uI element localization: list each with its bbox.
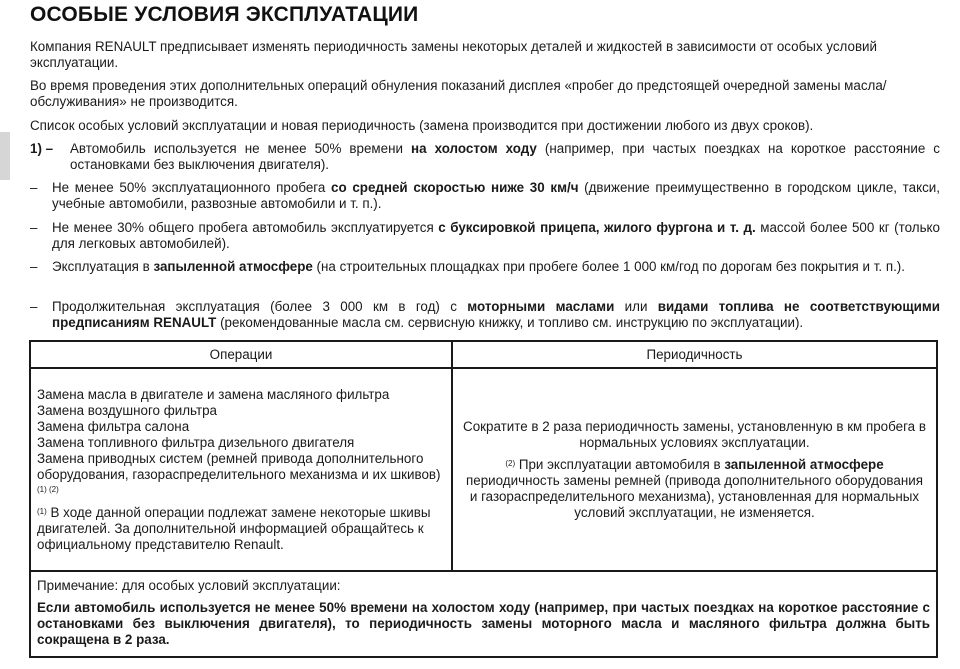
operation-item: Замена топливного фильтра дизельного двигателя bbox=[37, 434, 355, 450]
condition-bold-text: запыленной атмосфере bbox=[153, 259, 313, 274]
note-cell bbox=[30, 571, 937, 657]
header-operations: Операции bbox=[30, 341, 452, 368]
condition-run: Продолжительная эксплуатация (более 3 000 км в год) с bbox=[52, 299, 468, 314]
footnote-text: В ходе данной операции подлежат замене некоторые шкивы двигателей. За дополнительной информацией обращайтесь к официальному представителю Renault. bbox=[37, 504, 431, 552]
condition-run: Не менее 50% эксплуатационного пробега bbox=[52, 180, 332, 195]
footnote-text: При эксплуатации автомобиля в bbox=[515, 456, 725, 472]
footnote-marker: (2) bbox=[505, 458, 516, 468]
periodicity-cell bbox=[452, 368, 937, 571]
condition-run: или bbox=[614, 299, 658, 314]
footnote-1 bbox=[37, 505, 447, 553]
condition-run: Автомобиль используется не менее 50% времени bbox=[70, 141, 411, 156]
condition-run: (рекомендованные масла см. сервисную книжку, и топливо см. инструкцию по эксплуатации). bbox=[216, 315, 804, 330]
operations-table bbox=[29, 340, 938, 658]
condition-text bbox=[52, 180, 940, 212]
list-marker: 1) – bbox=[30, 141, 54, 156]
condition-run: (движение преимущественно в городском цикле, такси, учебные автомобили, развозные автомобили и т. п.). bbox=[52, 180, 940, 211]
list-marker: – bbox=[30, 299, 38, 314]
page-edge-tab bbox=[0, 132, 10, 180]
footnote-text: периодичность замены ремней (привода дополнительного оборудования и газораспределительного механизма), установленная для нормальных условий эксплуатации, не изменяется. bbox=[466, 472, 923, 520]
condition-run: Не менее 30% общего пробега автомобиль эксплуатируется bbox=[52, 220, 439, 235]
operation-item bbox=[37, 451, 447, 499]
table-row bbox=[30, 368, 937, 571]
list-marker: – bbox=[30, 220, 38, 235]
footnote-bold: запыленной атмосфере bbox=[724, 456, 884, 472]
condition-text bbox=[52, 299, 940, 331]
list-marker: – bbox=[30, 259, 38, 274]
operation-item: Замена воздушного фильтра bbox=[37, 402, 217, 418]
note-label: Примечание: для особых условий эксплуатации: bbox=[37, 578, 341, 593]
operation-item: Замена масла в двигателе и замена масляного фильтра bbox=[37, 386, 390, 402]
list-marker: – bbox=[30, 180, 38, 195]
table-note-row bbox=[30, 571, 937, 657]
operations-cell bbox=[30, 368, 452, 571]
condition-bold-text: со средней скоростью ниже 30 км/ч bbox=[331, 180, 579, 195]
intro-paragraph: Компания RENAULT предписывает изменять периодичность замены некоторых деталей и жидкостей в зависимости от особых условий эксплуатации. bbox=[30, 39, 878, 70]
condition-text bbox=[52, 259, 940, 275]
periodicity-main: Сократите в 2 раза периодичность замены, установленную в км пробега в нормальных условиях эксплуатации. bbox=[463, 418, 926, 450]
footnote-marker: (1) bbox=[37, 506, 47, 516]
footnote-2 bbox=[466, 457, 923, 520]
note-body: Если автомобиль используется не менее 50% времени на холостом ходу (например, при частых поездках на короткое расстояние с остановками без выключения двигателя), то периодичность замены моторного масла и масляного фильтра должна быть сокращена в 2 раза. bbox=[37, 600, 930, 647]
condition-bold-text: моторными маслами bbox=[467, 299, 615, 314]
page-title: ОСОБЫЕ УСЛОВИЯ ЭКСПЛУАТАЦИИ bbox=[30, 3, 419, 26]
intro-paragraph: Во время проведения этих дополнительных операций обнуления показаний дисплея «пробег до предстоящей очередной замены масла/обслуживания» не производится. bbox=[30, 78, 887, 109]
operation-text: Замена приводных систем (ремней привода дополнительного оборудования, газораспределительного механизма и их шкивов) bbox=[37, 450, 441, 482]
table-header-row bbox=[30, 341, 937, 368]
condition-text bbox=[52, 220, 940, 252]
condition-run: (например, при частых поездках на короткое расстояние с остановками без выключения двигателя). bbox=[70, 141, 941, 172]
condition-bold-text: видами топлива не соответствующими предписаниям RENAULT bbox=[52, 299, 941, 330]
condition-run: (на строительных площадках при пробеге более 1 000 км/год по дорогам без покрытия и т. п.). bbox=[312, 259, 905, 274]
condition-bold-text: с буксировкой прицепа, жилого фургона и т. д. bbox=[438, 220, 756, 235]
condition-run: массой более 500 кг (только для легковых автомобилей). bbox=[52, 220, 940, 251]
condition-bold-text: на холостом ходу bbox=[411, 141, 537, 156]
condition-text bbox=[70, 141, 940, 173]
footnote-ref: (1) (2) bbox=[37, 484, 59, 494]
condition-run: Эксплуатация в bbox=[52, 259, 154, 274]
header-periodicity: Периодичность bbox=[452, 341, 937, 368]
intro-paragraph: Список особых условий эксплуатации и новая периодичность (замена производится при достижении любого из двух сроков). bbox=[30, 118, 814, 133]
operation-item: Замена фильтра салона bbox=[37, 418, 190, 434]
